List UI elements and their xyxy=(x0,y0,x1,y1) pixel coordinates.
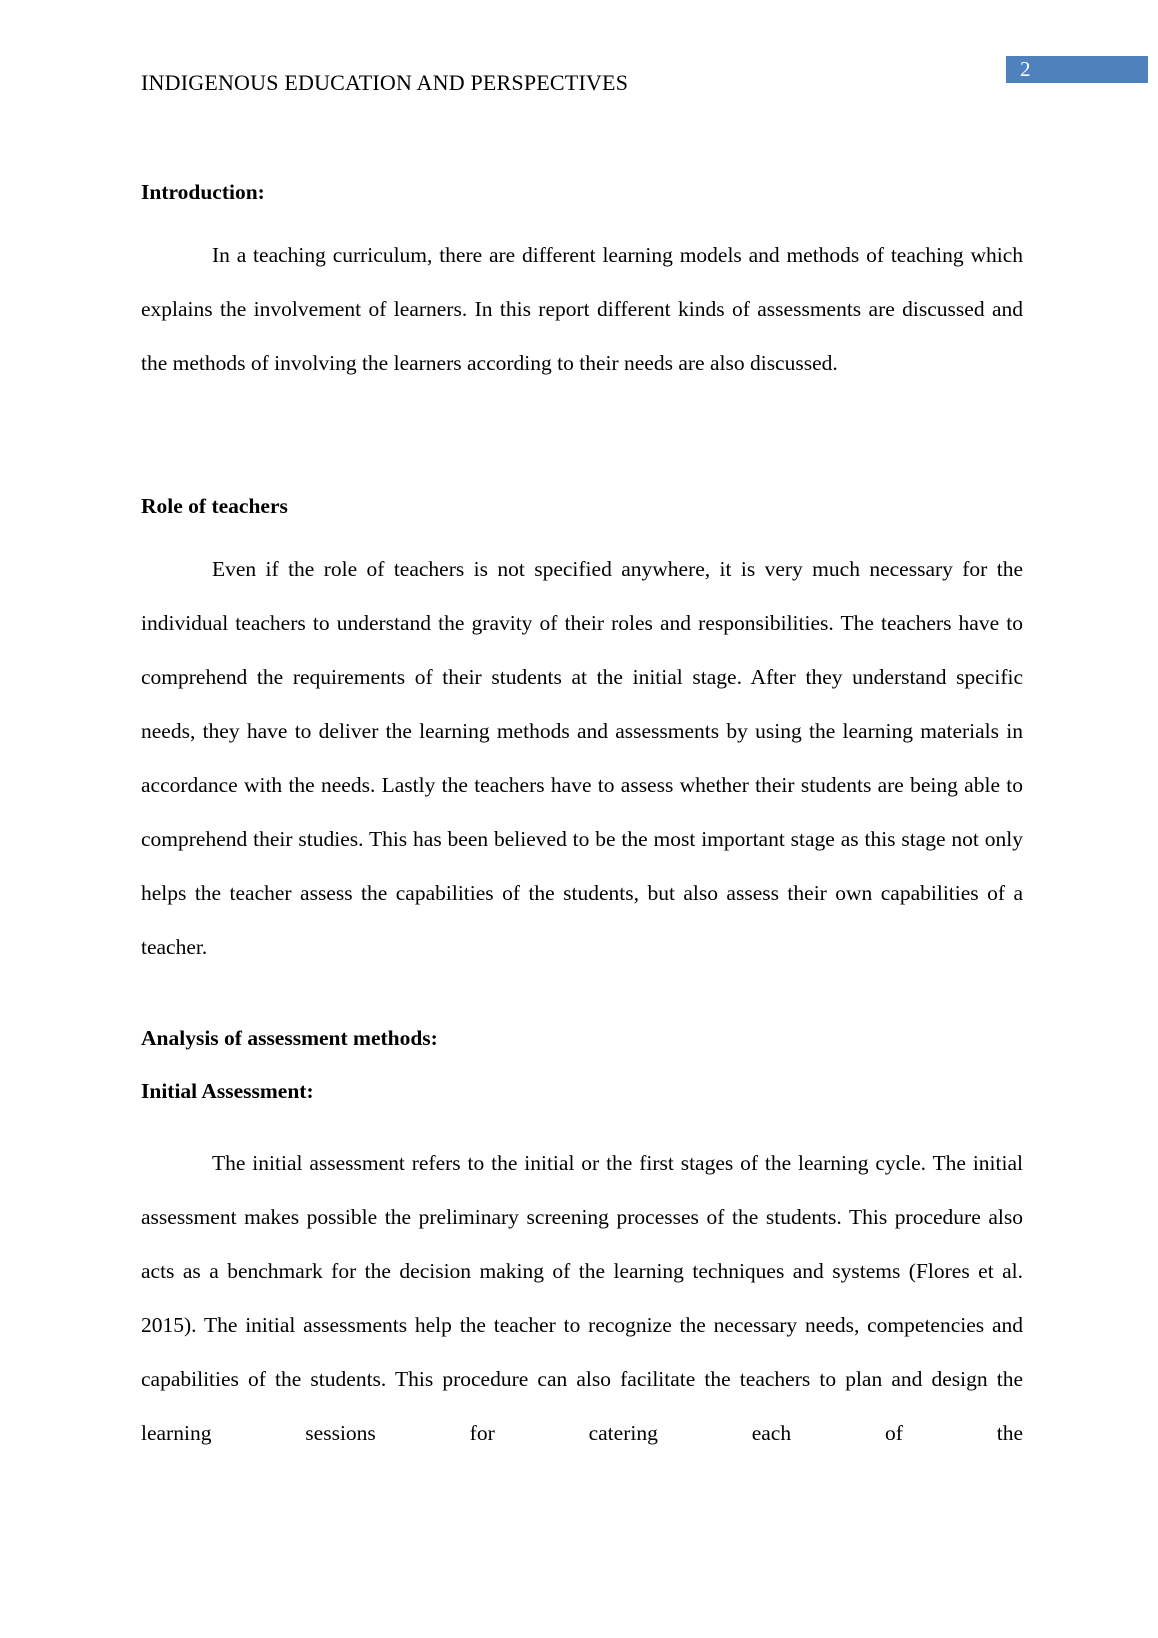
heading-role-of-teachers: Role of teachers xyxy=(141,494,288,518)
paragraph-role-of-teachers: Even if the role of teachers is not specified anywhere, it is very much necessary for the individual teachers to understand the gravity of their roles and responsibilities. The teachers have to comprehend the requirements of their students at the initial stage. After they understand specific needs, they have to deliver the learning methods and assessments by using the learning materials in accordance with the needs. Lastly the teachers have to assess whether their students are being able to comprehend their studies. This has been believed to be the most important stage as this stage not only helps the teacher assess the capabilities of the students, but also assess their own capabilities of a teacher. xyxy=(141,557,1023,959)
introduction-body xyxy=(141,228,1023,390)
role-of-teachers-body xyxy=(141,542,1023,974)
heading-initial-assessment: Initial Assessment: xyxy=(141,1079,314,1103)
heading-analysis: Analysis of assessment methods: xyxy=(141,1026,438,1050)
page-number-badge: 2 xyxy=(1006,56,1148,83)
initial-assessment-body xyxy=(141,1136,1023,1460)
heading-introduction: Introduction: xyxy=(141,180,265,204)
running-head: INDIGENOUS EDUCATION AND PERSPECTIVES xyxy=(141,70,629,95)
paragraph-initial-assessment: The initial assessment refers to the initial or the first stages of the learning cycle. The initial assessment makes possible the preliminary screening processes of the students. This procedure also acts as a benchmark for the decision making of the learning techniques and systems (Flores et al. 2015). The initial assessments help the teacher to recognize the necessary needs, competencies and capabilities of the students. This procedure can also facilitate the teachers to plan and design the learning sessions for catering each of the xyxy=(141,1151,1023,1445)
paragraph-introduction: In a teaching curriculum, there are different learning models and methods of teaching which explains the involvement of learners. In this report different kinds of assessments are discussed and the methods of involving the learners according to their needs are also discussed. xyxy=(141,243,1023,375)
